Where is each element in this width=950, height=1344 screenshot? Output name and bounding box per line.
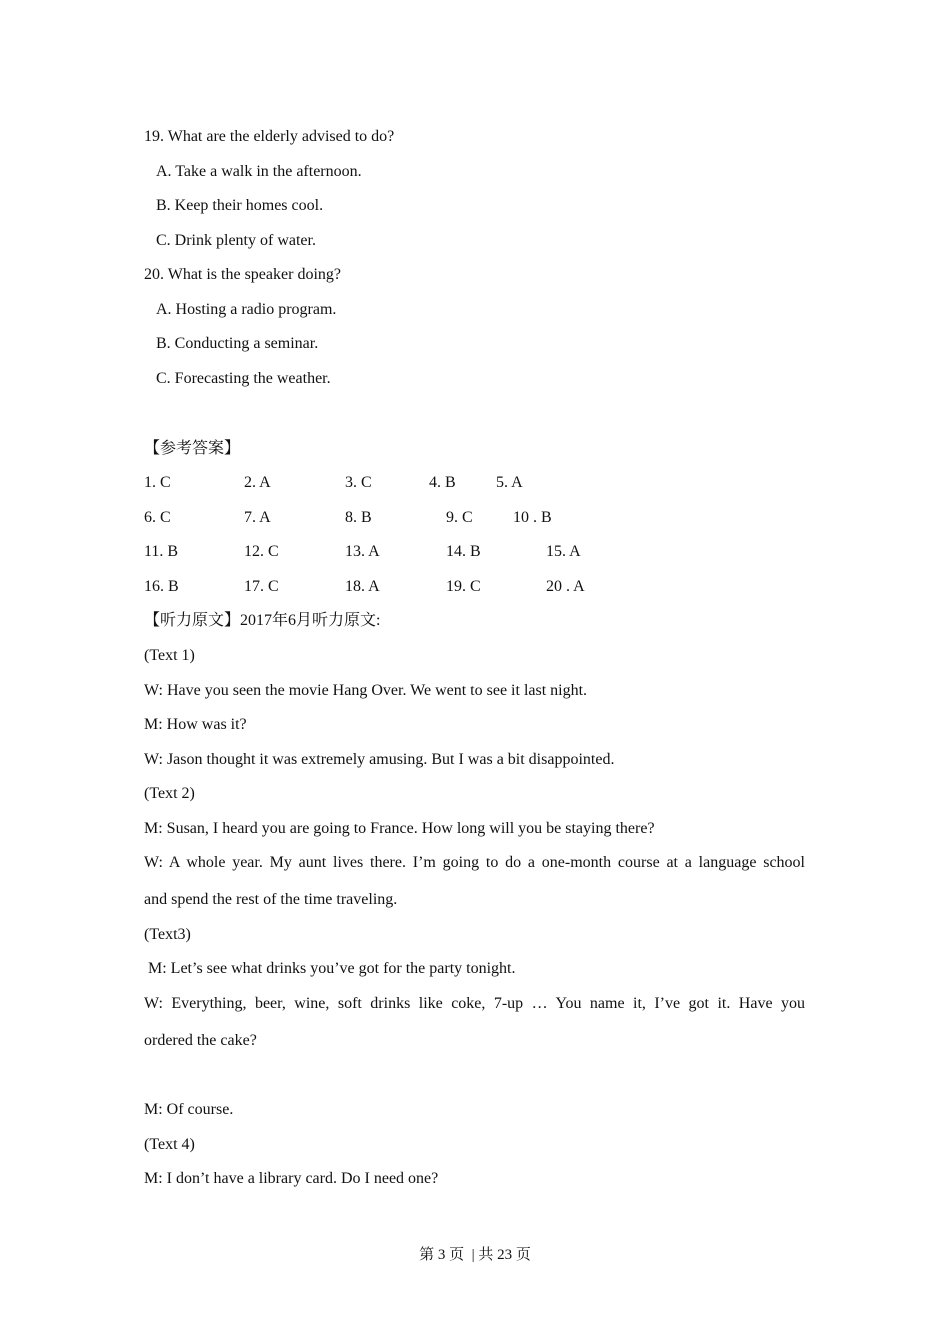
question-20-stem: 20. What is the speaker doing? (144, 266, 341, 283)
question-19-option-a: A. Take a walk in the afternoon. (156, 163, 362, 180)
answer-cell: 5. A (496, 474, 523, 491)
answer-cell: 17. C (244, 578, 279, 595)
answer-cell: 14. B (446, 543, 481, 560)
answer-cell: 11. B (144, 543, 179, 560)
transcript-line: ordered the cake? (144, 1032, 257, 1049)
answer-cell: 8. B (345, 509, 372, 526)
transcript-line: (Text 4) (144, 1136, 195, 1153)
transcript-line: W: Everything, beer, wine, soft drinks like coke, 7-up … You name it, I’ve got it. Have you (144, 995, 805, 1012)
transcript-line: M: Susan, I heard you are going to France. How long will you be staying there? (144, 820, 655, 837)
answer-cell: 12. C (244, 543, 279, 560)
answer-cell: 19. C (446, 578, 481, 595)
transcript-heading: 【听力原文】2017年6月听力原文: (144, 612, 381, 629)
question-20-option-c: C. Forecasting the weather. (156, 370, 331, 387)
answer-cell: 10 . B (513, 509, 552, 526)
answer-cell: 20 . A (546, 578, 585, 595)
answer-cell: 15. A (546, 543, 581, 560)
transcript-line: M: How was it? (144, 716, 247, 733)
question-20-option-b: B. Conducting a seminar. (156, 335, 319, 352)
answer-cell: 6. C (144, 509, 171, 526)
question-20-option-a: A. Hosting a radio program. (156, 301, 337, 318)
transcript-line: M: I don’t have a library card. Do I need one? (144, 1170, 439, 1187)
page-footer: 第 3 页 | 共 23 页 (419, 1247, 531, 1263)
answer-cell: 1. C (144, 474, 171, 491)
transcript-line: W: A whole year. My aunt lives there. I’m going to do a one-month course at a language school (144, 854, 805, 871)
answer-cell: 3. C (345, 474, 372, 491)
transcript-line: (Text 1) (144, 647, 195, 664)
transcript-line: and spend the rest of the time traveling. (144, 891, 398, 908)
transcript-line: W: Jason thought it was extremely amusing. But I was a bit disappointed. (144, 751, 615, 768)
answer-cell: 16. B (144, 578, 179, 595)
answer-cell: 9. C (446, 509, 473, 526)
transcript-line: W: Have you seen the movie Hang Over. We went to see it last night. (144, 682, 588, 699)
question-19-stem: 19. What are the elderly advised to do? (144, 128, 395, 145)
answer-cell: 7. A (244, 509, 271, 526)
answer-cell: 13. A (345, 543, 380, 560)
answer-key-heading: 【参考答案】 (144, 440, 241, 457)
question-19-option-b: B. Keep their homes cool. (156, 197, 324, 214)
transcript-line: M: Of course. (144, 1101, 234, 1118)
transcript-line: M: Let’s see what drinks you’ve got for the party tonight. (144, 960, 516, 977)
transcript-line: (Text3) (144, 926, 191, 943)
question-19-option-c: C. Drink plenty of water. (156, 232, 316, 249)
answer-cell: 2. A (244, 474, 271, 491)
answer-cell: 18. A (345, 578, 380, 595)
answer-cell: 4. B (429, 474, 456, 491)
transcript-line: (Text 2) (144, 785, 195, 802)
